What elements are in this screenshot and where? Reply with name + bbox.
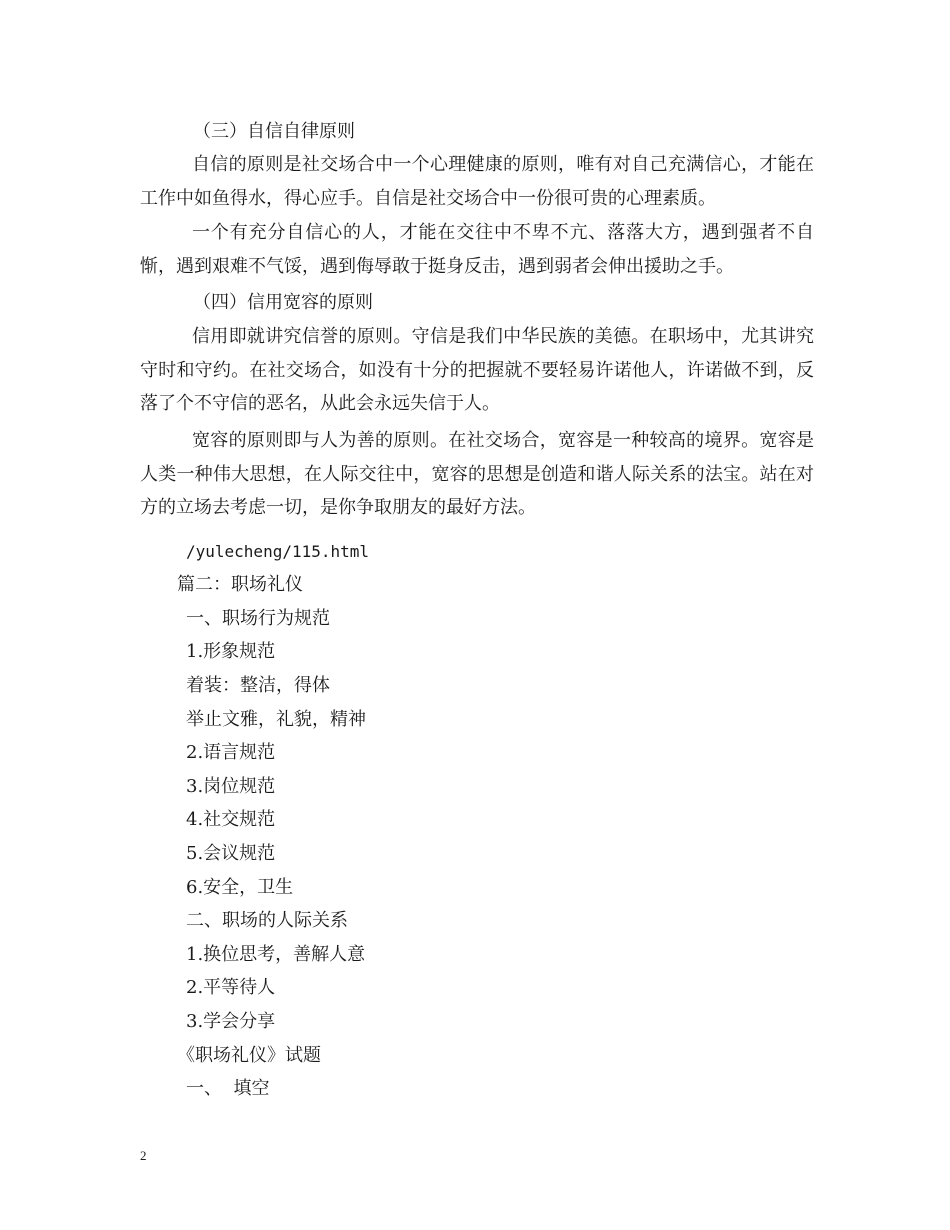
list-item-meeting-norms: 5.会议规范 <box>186 843 276 864</box>
quiz-section-fill-blank: 一、 填空 <box>186 1078 270 1099</box>
list-item-empathy: 1.换位思考，善解人意 <box>186 944 366 965</box>
list-item-post-norms: 3.岗位规范 <box>186 776 276 797</box>
url-link[interactable]: /yulecheng/115.html <box>186 542 370 561</box>
paragraph-tolerance-text: 宽容的原则即与人为善的原则。在社交场合，宽容是一种较高的境界。宽容是人类一种伟大思想，在人际交往中，宽容的思想是创造和谐人际关系的法宝。站在对方的立场去考虑一切，是你争取朋友的最好方法。 <box>140 430 814 519</box>
paragraph-credit-text: 信用即就讲究信誉的原则。守信是我们中华民族的美德。在职场中，尤其讲究守时和守约。在社交场合，如没有十分的把握就不要轻易许诺他人，许诺做不到，反落了个不守信的恶名，从此会永远失信于人。 <box>140 326 814 415</box>
list-item-safety-hygiene: 6.安全，卫生 <box>186 877 294 898</box>
list-item-sharing: 3.学会分享 <box>186 1011 276 1032</box>
quiz-title: 《职场礼仪》试题 <box>177 1045 321 1066</box>
list-item-social-norms: 4.社交规范 <box>186 809 276 830</box>
page-number: 2 <box>140 1148 147 1163</box>
paragraph-credit <box>140 320 814 421</box>
list-item-manner: 举止文雅，礼貌，精神 <box>186 709 366 730</box>
paragraph-confident-person <box>140 216 814 283</box>
list-item-dress: 着装：整洁，得体 <box>186 675 330 696</box>
list-item-language-norms: 2.语言规范 <box>186 742 276 763</box>
paragraph-confidence <box>140 148 814 215</box>
heading-section-3: （三）自信自律原则 <box>193 121 355 142</box>
paragraph-confident-person-text: 一个有充分自信心的人，才能在交往中不卑不亢、落落大方，遇到强者不自惭，遇到艰难不气馁，遇到侮辱敢于挺身反击，遇到弱者会伸出援助之手。 <box>140 222 814 277</box>
list-item-equality: 2.平等待人 <box>186 977 276 998</box>
section-2-title: 二、职场的人际关系 <box>186 910 348 931</box>
heading-section-4: （四）信用宽容的原则 <box>193 292 373 313</box>
paragraph-confidence-text: 自信的原则是社交场合中一个心理健康的原则，唯有对自己充满信心，才能在工作中如鱼得水，得心应手。自信是社交场合中一份很可贵的心理素质。 <box>140 154 814 209</box>
list-item-image-norms: 1.形象规范 <box>186 641 276 662</box>
section-1-title: 一、职场行为规范 <box>186 608 330 629</box>
paragraph-tolerance <box>140 424 814 525</box>
part-two-title: 篇二：职场礼仪 <box>177 574 303 595</box>
